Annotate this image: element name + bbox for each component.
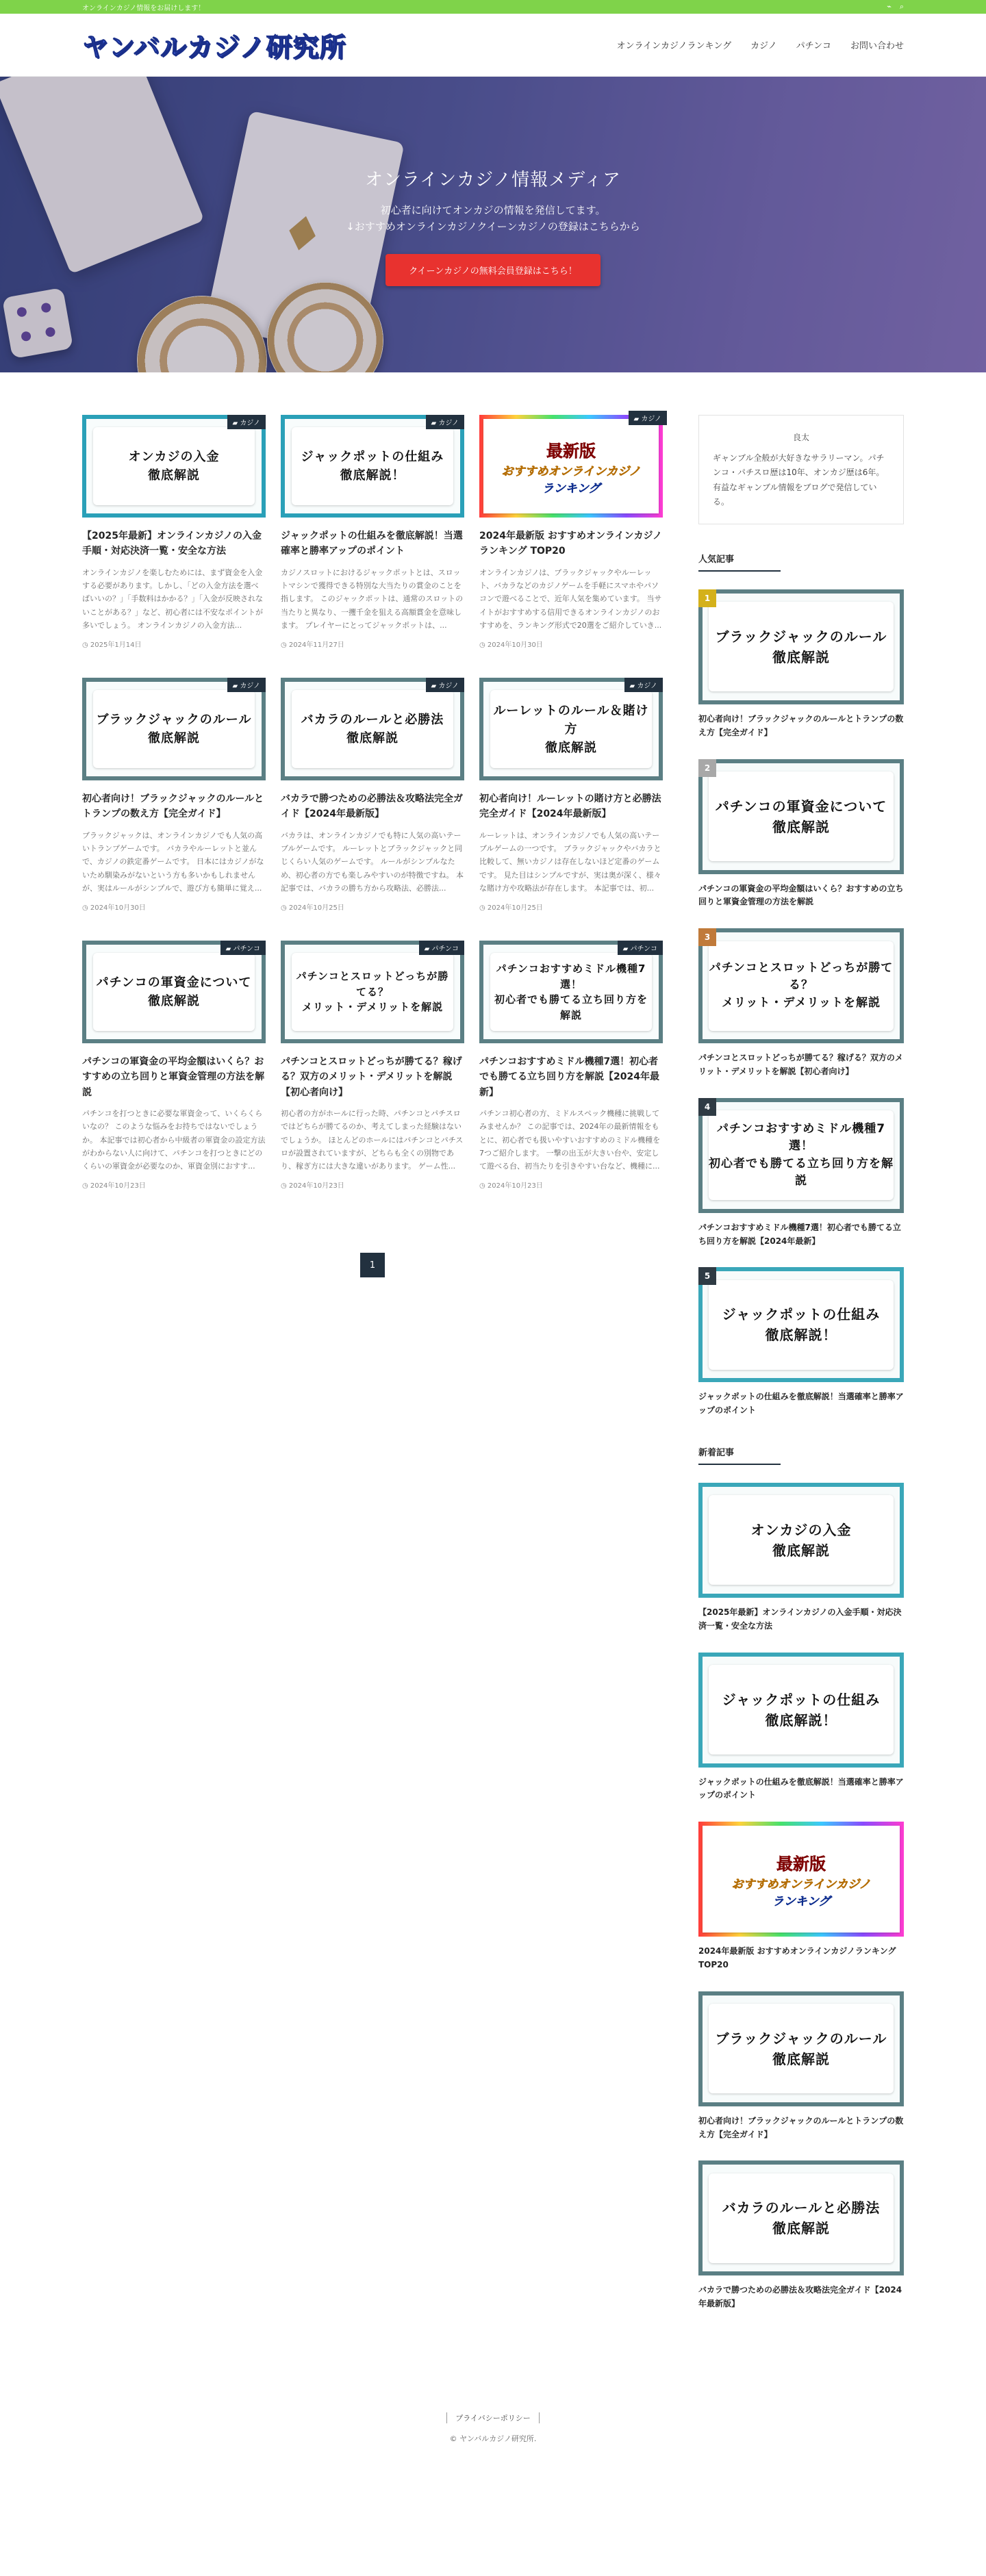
- hero-subtitle-2: ↓おすすめオンラインカジノクイーンカジノの登録はこちらから: [346, 220, 640, 233]
- pagination-page-1[interactable]: 1: [360, 1253, 385, 1277]
- category-badge[interactable]: ▰ カジノ: [426, 678, 464, 692]
- recent-thumbnail[interactable]: ブラックジャックのルール 徹底解説: [698, 1991, 904, 2106]
- post-card[interactable]: [281, 415, 464, 649]
- hero-section: [0, 77, 986, 372]
- profile-bio: ギャンブル全般が大好きなサラリーマン。パチンコ・パチスロ歴は10年、オンカジ歴は6年。有益なギャンブル情報をブログで発信している。: [713, 452, 885, 507]
- post-card[interactable]: [82, 941, 266, 1190]
- popular-title[interactable]: パチンコおすすめミドル機種7選！初心者でも勝てる立ち回り方を解説【2024年最新】: [698, 1222, 901, 1246]
- popular-list: [698, 589, 904, 1418]
- post-thumbnail[interactable]: パチンコとスロットどっちが勝てる？ メリット・デメリットを解説 ▰ パチンコ: [281, 941, 464, 1043]
- post-card[interactable]: [479, 415, 663, 649]
- post-excerpt: ルーレットは、オンラインカジノでも人気の高いテーブルゲームの一つです。 ブラックジャックやバカラと比較して、無いカジノは存在しないほど定番のゲームです。 見た目はシンプルですが、実は奥が深く、様々な賭け方や攻略法が存在します。 本記事では、初...: [479, 830, 661, 893]
- popular-heading: 人気記事: [698, 552, 781, 572]
- post-date: ◷ 2024年10月30日: [82, 904, 146, 913]
- rank-badge: 5: [698, 1267, 716, 1285]
- recent-heading: 新着記事: [698, 1445, 781, 1465]
- post-thumbnail[interactable]: ジャックポットの仕組み 徹底解説！ ▰ カジノ: [281, 415, 464, 518]
- post-date: ◷ 2024年10月23日: [479, 1182, 543, 1190]
- popular-title[interactable]: パチンコの軍資金の平均金額はいくら？おすすめの立ち回りと軍資金管理の方法を解説: [698, 883, 904, 907]
- rank-badge: 4: [698, 1098, 716, 1116]
- popular-item[interactable]: [698, 1267, 904, 1418]
- popular-thumbnail[interactable]: 3 パチンコとスロットどっちが勝てる？ メリット・デメリットを解説: [698, 928, 904, 1043]
- recent-title[interactable]: 【2025年最新】オンラインカジノの入金手順・対応決済一覧・安全な方法: [698, 1607, 902, 1631]
- post-title[interactable]: 2024年最新版 おすすめオンラインカジノランキング TOP20: [479, 531, 662, 557]
- popular-item[interactable]: [698, 1098, 904, 1249]
- rss-icon[interactable]: ⌁: [887, 2, 892, 11]
- nav-item-pachinko[interactable]: パチンコ: [796, 41, 831, 51]
- post-date: ◷ 2024年10月25日: [281, 904, 344, 913]
- top-notice-bar: [0, 0, 986, 14]
- post-date: ◷ 2024年10月23日: [281, 1182, 344, 1190]
- post-thumbnail[interactable]: バカラのルールと必勝法 徹底解説 ▰ カジノ: [281, 678, 464, 780]
- register-button[interactable]: クイーンカジノの無料会員登録はこちら！: [385, 254, 601, 286]
- category-badge[interactable]: ▰ カジノ: [624, 678, 663, 692]
- popular-title[interactable]: パチンコとスロットどっちが勝てる？稼げる？双方のメリット・デメリットを解説【初心者向け】: [698, 1053, 903, 1076]
- post-card[interactable]: [82, 678, 266, 912]
- recent-thumbnail[interactable]: バカラのルールと必勝法 徹底解説: [698, 2160, 904, 2275]
- category-badge[interactable]: ▰ カジノ: [426, 415, 464, 429]
- category-badge[interactable]: ▰ パチンコ: [220, 941, 266, 955]
- post-excerpt: バカラは、オンラインカジノでも特に人気の高いテーブルゲームです。 ルーレットとブラックジャックと同じくらい人気のゲームです。 ルールがシンプルなため、初心者の方でも楽しみやすいのが特徴ですね。 本記事では、バカラの勝ち方から攻略法、必勝法...: [281, 830, 464, 893]
- recent-title[interactable]: 初心者向け！ブラックジャックのルールとトランプの数え方【完全ガイド】: [698, 2115, 904, 2139]
- popular-thumbnail[interactable]: 1 ブラックジャックのルール 徹底解説: [698, 589, 904, 704]
- post-title[interactable]: パチンコとスロットどっちが勝てる？稼げる？双方のメリット・デメリットを解説【初心者向け】: [281, 1056, 462, 1098]
- rank-badge: 3: [698, 928, 716, 946]
- popular-thumbnail[interactable]: 2 パチンコの軍資金について 徹底解説: [698, 759, 904, 874]
- post-excerpt: オンラインカジノを楽しむためには、まず資金を入金する必要があります。しかし、「どの入金方法を選べばいいの？」「手数料はかかる？」「入金が反映されないことがある？」など、初心者には不安なポイントが多いでしょう。 オンラインカジノの入金方法...: [82, 568, 263, 630]
- post-card[interactable]: [82, 415, 266, 649]
- category-badge[interactable]: ▰ パチンコ: [419, 941, 464, 955]
- post-date: ◷ 2024年10月25日: [479, 904, 543, 913]
- heart-suit-icon: ♦: [275, 202, 329, 266]
- recent-thumbnail[interactable]: ジャックポットの仕組み 徹底解説！: [698, 1653, 904, 1768]
- profile-name: 良太: [792, 433, 809, 442]
- post-excerpt: 初心者の方がホールに行った時、パチンコとパチスロではどちらが勝てるのか、考えてしまった経験はないでしょうか。 ほとんどのホールにはパチンコとパチスロが設置されていますが、どちらも全くの別物であり、稼ぎ方には大きな違いがあります。 ゲーム性...: [281, 1109, 464, 1171]
- post-excerpt: パチンコ初心者の方、ミドルスペック機種に挑戦してみませんか？ この記事では、2024年の最新情報をもとに、初心者でも扱いやすいおすすめのミドル機種を7つご紹介します。 一撃の出玉が大きい台や、安定して遊べる台、初当たりを引きやすい台など、機種に...: [479, 1109, 661, 1171]
- category-badge[interactable]: ▰ パチンコ: [618, 941, 663, 955]
- popular-item[interactable]: [698, 928, 904, 1079]
- post-date: ◷ 2024年11月27日: [281, 641, 344, 650]
- rank-badge: 1: [698, 589, 716, 607]
- post-thumbnail[interactable]: パチンコの軍資金について 徹底解説 ▰ パチンコ: [82, 941, 266, 1043]
- post-title[interactable]: 初心者向け！ブラックジャックのルールとトランプの数え方【完全ガイド】: [82, 793, 264, 820]
- post-title[interactable]: 【2025年最新】オンラインカジノの入金手順・対応決済一覧・安全な方法: [82, 531, 262, 557]
- post-title[interactable]: バカラで勝つための必勝法＆攻略法完全ガイド【2024年最新版】: [281, 793, 463, 820]
- privacy-policy-link[interactable]: プライバシーポリシー: [446, 2412, 539, 2423]
- category-badge[interactable]: ▰ カジノ: [227, 415, 266, 429]
- site-footer: [0, 2412, 986, 2464]
- global-nav: [616, 38, 904, 51]
- copyright: © ヤンバルカジノ研究所.: [449, 2434, 537, 2443]
- recent-thumbnail[interactable]: 最新版 おすすめオンラインカジノ ランキング: [698, 1822, 904, 1937]
- rank-badge: 2: [698, 759, 716, 777]
- search-icon[interactable]: ⌕: [899, 2, 904, 11]
- recent-title[interactable]: ジャックポットの仕組みを徹底解説！当選確率と勝率アップのポイント: [698, 1776, 904, 1800]
- post-date: ◷ 2024年10月30日: [479, 641, 543, 650]
- notice-text: オンラインカジノ情報をお届けします！: [82, 4, 205, 12]
- site-header: [0, 14, 986, 77]
- post-card[interactable]: [479, 941, 663, 1190]
- nav-item-ranking[interactable]: オンラインカジノランキング: [616, 41, 732, 51]
- nav-item-casino[interactable]: カジノ: [750, 41, 777, 51]
- main-content: [82, 415, 663, 2330]
- recent-title[interactable]: バカラで勝つための必勝法＆攻略法完全ガイド【2024年最新版】: [698, 2285, 902, 2309]
- post-title[interactable]: ジャックポットの仕組みを徹底解説！当選確率と勝率アップのポイント: [281, 531, 463, 557]
- recent-item[interactable]: [698, 1483, 904, 1633]
- post-date: ◷ 2024年10月23日: [82, 1182, 146, 1190]
- recent-list: [698, 1483, 904, 2311]
- post-card[interactable]: [281, 678, 464, 912]
- post-excerpt: オンラインカジノは、ブラックジャックやルーレット、バカラなどのカジノゲームを手軽にスマホやパソコンで遊べることで、近年人気を集めています。 当サイトがおすすめする信用できるオンラインカジノのおすすめを、ランキング形式で20選をご紹介していき...: [479, 568, 662, 630]
- recent-item[interactable]: [698, 1822, 904, 1972]
- post-title[interactable]: パチンコの軍資金の平均金額はいくら？おすすめの立ち回りと軍資金管理の方法を解説: [82, 1056, 265, 1098]
- post-thumbnail[interactable]: オンカジの入金 徹底解説 ▰ カジノ: [82, 415, 266, 518]
- recent-item[interactable]: [698, 2160, 904, 2311]
- post-grid: [82, 415, 663, 1190]
- hero-subtitle-1: 初心者に向けてオンカジの情報を発信してます。: [380, 204, 606, 216]
- sidebar: [698, 415, 904, 2330]
- post-excerpt: パチンコを打つときに必要な軍資金って、いくらくらいなの？ このような悩みをお持ちではないでしょうか。 本記事では初心者から中級者の軍資金の設定方法がわからない人に向けて、パチンコを打つときにどのくらいの軍資金が必要なのか、軍資金別におすす...: [82, 1109, 266, 1171]
- post-thumbnail[interactable]: ブラックジャックのルール 徹底解説 ▰ カジノ: [82, 678, 266, 780]
- profile-widget: [698, 415, 904, 524]
- post-excerpt: ブラックジャックは、オンラインカジノでも人気の高いトランプゲームです。 バカラやルーレットと並んで、カジノの鉄定番ゲームです。 日本にはカジノがないため馴染みがないという方も多いかもしれませんが、実はルールがシンプルで、遊び方も簡単に覚え...: [82, 830, 264, 893]
- post-title[interactable]: パチンコおすすめミドル機種7選！初心者でも勝てる立ち回り方を解説【2024年最新】: [479, 1056, 659, 1098]
- recent-thumbnail[interactable]: オンカジの入金 徹底解説: [698, 1483, 904, 1598]
- popular-thumbnail[interactable]: 4 パチンコおすすめミドル機種7選！ 初心者でも勝てる立ち回り方を解説: [698, 1098, 904, 1213]
- recent-item[interactable]: [698, 1991, 904, 2142]
- post-thumbnail[interactable]: ルーレットのルール＆賭け方 徹底解説 ▰ カジノ: [479, 678, 663, 780]
- popular-item[interactable]: [698, 759, 904, 910]
- category-badge[interactable]: ▰ カジノ: [629, 411, 667, 425]
- post-card[interactable]: [281, 941, 464, 1190]
- popular-title[interactable]: ジャックポットの仕組みを徹底解説！当選確率と勝率アップのポイント: [698, 1392, 904, 1416]
- popular-thumbnail[interactable]: 5 ジャックポットの仕組み 徹底解説！: [698, 1267, 904, 1382]
- post-thumbnail[interactable]: 最新版 おすすめオンラインカジノ ランキング ▰ カジノ: [479, 415, 663, 518]
- recent-item[interactable]: [698, 1653, 904, 1803]
- nav-item-contact[interactable]: お問い合わせ: [850, 41, 904, 51]
- popular-item[interactable]: [698, 589, 904, 740]
- site-logo[interactable]: ヤンバルカジノ研究所: [82, 32, 346, 62]
- recent-title[interactable]: 2024年最新版 おすすめオンラインカジノランキング TOP20: [698, 1946, 896, 1969]
- post-thumbnail[interactable]: パチンコおすすめミドル機種7選！ 初心者でも勝てる立ち回り方を解説 ▰ パチンコ: [479, 941, 663, 1043]
- post-date: ◷ 2025年1月14日: [82, 641, 142, 650]
- hero-title: オンラインカジノ情報メディア: [364, 170, 622, 190]
- popular-title[interactable]: 初心者向け！ブラックジャックのルールとトランプの数え方【完全ガイド】: [698, 713, 904, 737]
- category-badge[interactable]: ▰ カジノ: [227, 678, 266, 692]
- post-card[interactable]: [479, 678, 663, 912]
- post-excerpt: カジノスロットにおけるジャックポットとは、スロットマシンで獲得できる特別な大当たりの賞金のことを指します。 このジャックポットは、通常のスロットの当たりと異なり、一攫千金を狙える高額賞金を意味します。 プレイヤーにとってジャックポットは、...: [281, 568, 464, 630]
- post-title[interactable]: 初心者向け！ルーレットの賭け方と必勝法完全ガイド【2024年最新版】: [479, 793, 661, 820]
